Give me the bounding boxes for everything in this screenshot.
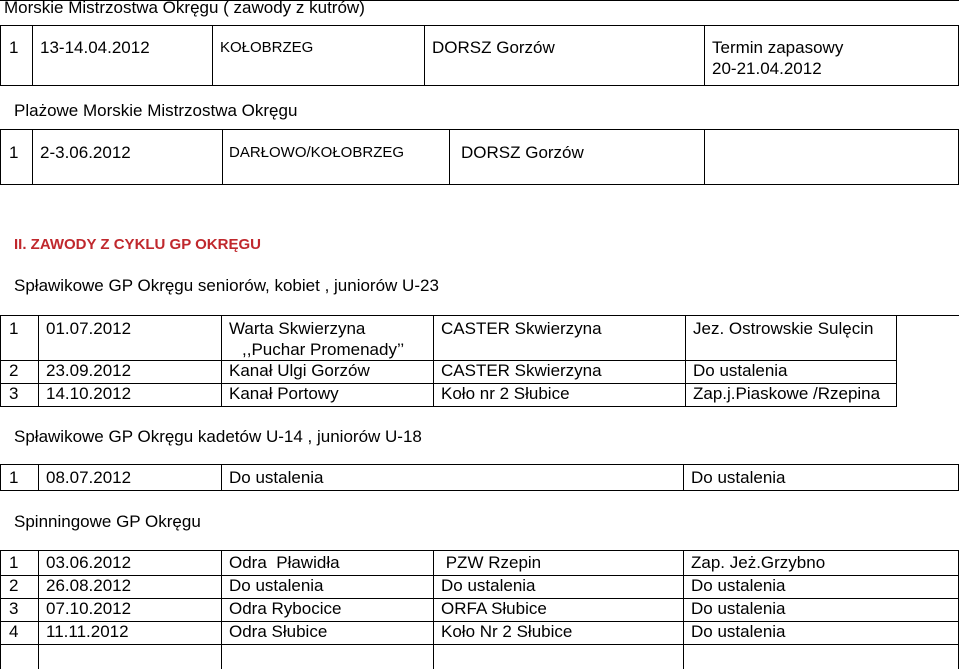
cell-no: 4 <box>9 622 19 641</box>
cell-note: Termin zapasowy <box>712 38 844 57</box>
cell-place: Warta Skwierzyna <box>229 319 366 338</box>
rule <box>0 406 897 407</box>
cell-no: 1 <box>9 38 19 57</box>
cell-place: Odra Rybocice <box>229 599 342 618</box>
cell-place: Odra Pławidła <box>229 553 340 572</box>
cell-place: Odra Słubice <box>229 622 328 641</box>
cell-no: 1 <box>9 143 19 162</box>
cell-date: 14.10.2012 <box>46 384 132 403</box>
grid-line <box>38 550 39 669</box>
rule <box>0 184 959 185</box>
rule <box>0 490 959 491</box>
grid-line <box>424 25 425 86</box>
cell-no: 1 <box>9 553 19 572</box>
rule <box>0 644 959 645</box>
grid-line <box>683 464 684 491</box>
cell-organizer: Koło Nr 2 Słubice <box>441 622 573 641</box>
cell-extra: Zap. Jeż.Grzybno <box>691 553 826 572</box>
cell-extra: Do ustalenia <box>691 599 786 618</box>
cell-date: 08.07.2012 <box>46 468 132 487</box>
grid-line <box>0 315 1 407</box>
grid-line <box>896 315 897 407</box>
cell-no: 1 <box>9 468 19 487</box>
grid-line <box>212 25 213 86</box>
grid-line <box>0 550 1 669</box>
grid-line <box>222 129 223 184</box>
cell-no: 2 <box>9 576 19 595</box>
cell-no: 1 <box>9 319 19 338</box>
grid-line <box>704 25 705 86</box>
cell-date: 11.11.2012 <box>46 622 129 641</box>
grid-line <box>704 129 705 184</box>
grid-line <box>32 129 33 184</box>
rule <box>0 129 959 130</box>
cell-organizer: DORSZ Gorzów <box>461 143 584 162</box>
cell-note-date: 20-21.04.2012 <box>712 59 822 78</box>
rule <box>0 315 959 316</box>
cell-place: Do ustalenia <box>229 576 324 595</box>
cell-organizer: Do ustalenia <box>441 576 536 595</box>
cell-organizer: CASTER Skwierzyna <box>441 361 602 380</box>
cell-date: 03.06.2012 <box>46 553 132 572</box>
rule <box>0 25 959 26</box>
cell-no: 3 <box>9 384 19 403</box>
grid-line <box>0 25 1 86</box>
cell-date: 26.08.2012 <box>46 576 132 595</box>
rule <box>0 85 959 86</box>
cell-extra: Do ustalenia <box>691 468 786 487</box>
cell-place: Do ustalenia <box>229 468 324 487</box>
cell-organizer: PZW Rzepin <box>441 553 542 572</box>
cell-organizer: ORFA Słubice <box>441 599 547 618</box>
cell-place: KOŁOBRZEG <box>220 39 314 56</box>
section4-subtitle: Spławikowe GP Okręgu kadetów U-14 , juniorów U-18 <box>14 427 422 446</box>
grid-line <box>38 315 39 407</box>
grid-line <box>221 464 222 491</box>
grid-line <box>221 315 222 407</box>
cell-no: 3 <box>9 599 19 618</box>
cell-place: Kanał Ulgi Gorzów <box>229 361 370 380</box>
grid-line <box>685 315 686 407</box>
cell-extra: Do ustalenia <box>693 361 788 380</box>
section2-title: Plażowe Morskie Mistrzostwa Okręgu <box>14 101 298 120</box>
grid-line <box>0 129 1 184</box>
cell-extra: Do ustalenia <box>691 622 786 641</box>
grid-line <box>683 550 684 669</box>
cell-extra: Jez. Ostrowskie Sulęcin <box>693 319 874 338</box>
cell-date: 07.10.2012 <box>46 599 132 618</box>
cell-organizer: Koło nr 2 Słubice <box>441 384 570 403</box>
grid-line <box>221 550 222 669</box>
cell-no: 2 <box>9 361 19 380</box>
rule <box>0 550 959 551</box>
section3-heading: II. ZAWODY Z CYKLU GP OKRĘGU <box>14 236 261 253</box>
cell-place-extra: ,,Puchar Promenady’’ <box>242 340 405 359</box>
section3-subtitle: Spławikowe GP Okręgu seniorów, kobiet , juniorów U-23 <box>14 276 439 295</box>
cell-organizer: DORSZ Gorzów <box>432 38 555 57</box>
cell-date: 01.07.2012 <box>46 319 132 338</box>
grid-line <box>0 464 1 491</box>
grid-line <box>449 129 450 184</box>
cell-date: 13-14.04.2012 <box>40 38 150 57</box>
grid-line <box>38 464 39 491</box>
grid-line <box>433 315 434 407</box>
cell-place: Kanał Portowy <box>229 384 339 403</box>
cell-extra: Do ustalenia <box>691 576 786 595</box>
cell-extra: Zap.j.Piaskowe /Rzepina <box>693 384 881 403</box>
section1-title: Morskie Mistrzostwa Okręgu ( zawody z kutrów) <box>4 0 365 17</box>
cell-place: DARŁOWO/KOŁOBRZEG <box>229 144 405 161</box>
cell-date: 23.09.2012 <box>46 361 132 380</box>
section5-subtitle: Spinningowe GP Okręgu <box>14 512 201 531</box>
cell-date: 2-3.06.2012 <box>40 143 131 162</box>
grid-line <box>433 550 434 669</box>
grid-line <box>32 25 33 86</box>
cell-organizer: CASTER Skwierzyna <box>441 319 602 338</box>
rule <box>0 464 959 465</box>
